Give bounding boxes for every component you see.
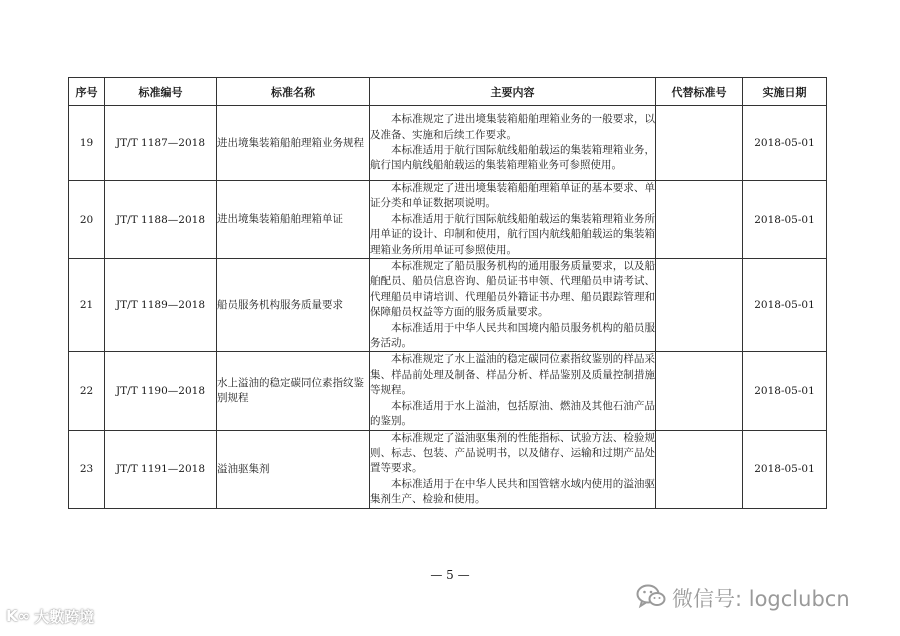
watermark-logo-icon: K∞ [6,607,31,625]
row-content [370,352,656,430]
content-paragraph: 本标准适用于航行国际航线船舶载运的集装箱理箱业务所用单证的设计、印制和使用，航行国内航线船舶载运的集装箱理箱业务所用单证可参照使用。 [370,212,655,256]
row-replaces [656,106,743,181]
content-paragraph: 本标准适用于在中华人民共和国管辖水域内使用的溢油驱集剂生产、检验和使用。 [370,477,655,506]
row-code: JT/T 1187—2018 [105,106,217,181]
row-date: 2018-05-01 [743,106,827,181]
watermark-right [636,580,850,616]
row-replaces [656,430,743,508]
row-name: 船员服务机构服务质量要求 [217,259,370,352]
row-seq: 23 [69,430,105,508]
row-code: JT/T 1188—2018 [105,181,217,259]
content-paragraph: 本标准规定了溢油驱集剂的性能指标、试验方法、检验规则、标志、包装、产品说明书，以及储存、运输和过期产品处置等要求。 [370,431,655,475]
content-paragraph: 本标准适用于水上溢油，包括原油、燃油及其他石油产品的鉴别。 [370,399,655,428]
header-replaces: 代替标准号 [656,78,743,106]
row-content [370,106,656,181]
table-header-row [69,78,827,106]
row-name: 水上溢油的稳定碳同位素指纹鉴别规程 [217,352,370,430]
watermark-left [6,601,94,631]
row-content [370,181,656,259]
row-code: JT/T 1189—2018 [105,259,217,352]
content-paragraph: 本标准规定了进出境集装箱船舶理箱单证的基本要求、单证分类和单证数据项说明。 [370,182,655,210]
row-replaces [656,352,743,430]
page-number: — 5 — [430,568,470,582]
row-date: 2018-05-01 [743,352,827,430]
content-paragraph: 本标准适用于航行国际航线船舶载运的集装箱理箱业务，航行国内航线船舶载运的集装箱理箱业务可参照使用。 [370,144,655,172]
table-row [69,430,827,508]
header-content: 主要内容 [370,78,656,106]
table-row [69,181,827,259]
table-row [69,352,827,430]
row-seq: 21 [69,259,105,352]
row-date: 2018-05-01 [743,259,827,352]
content-paragraph: 本标准规定了水上溢油的稳定碳同位素指纹鉴别的样品采集、样品前处理及制备、样品分析、样品鉴别及质量控制措施等规程。 [370,353,655,397]
content-paragraph: 本标准规定了船员服务机构的通用服务质量要求，以及船舶配员、船员信息咨询、船员证书申领、代理船员申请考试、代理船员申请培训、代理船员外籍证书办理、船员跟踪管理和保障船员权益等方面的服务质量要求。 [370,260,655,319]
row-seq: 22 [69,352,105,430]
header-seq: 序号 [69,78,105,106]
wechat-icon [636,583,666,614]
row-name: 进出境集装箱船舶理箱业务规程 [217,106,370,181]
content-paragraph: 本标准规定了进出境集装箱船舶理箱业务的一般要求，以及准备、实施和后续工作要求。 [370,113,655,141]
row-name: 溢油驱集剂 [217,430,370,508]
header-code: 标准编号 [105,78,217,106]
table-row [69,106,827,181]
row-content [370,430,656,508]
row-replaces [656,259,743,352]
header-name: 标准名称 [217,78,370,106]
row-code: JT/T 1191—2018 [105,430,217,508]
row-seq: 20 [69,181,105,259]
row-content [370,259,656,352]
row-name: 进出境集装箱船舶理箱单证 [217,181,370,259]
row-seq: 19 [69,106,105,181]
header-date: 实施日期 [743,78,827,106]
standards-table [68,77,827,509]
row-date: 2018-05-01 [743,430,827,508]
row-code: JT/T 1190—2018 [105,352,217,430]
watermark-right-text: 微信号: logclubcn [672,587,850,611]
table-row [69,259,827,352]
watermark-left-text: 大數跨境 [34,607,95,626]
row-date: 2018-05-01 [743,181,827,259]
row-replaces [656,181,743,259]
content-paragraph: 本标准适用于中华人民共和国境内船员服务机构的船员服务活动。 [370,321,655,350]
